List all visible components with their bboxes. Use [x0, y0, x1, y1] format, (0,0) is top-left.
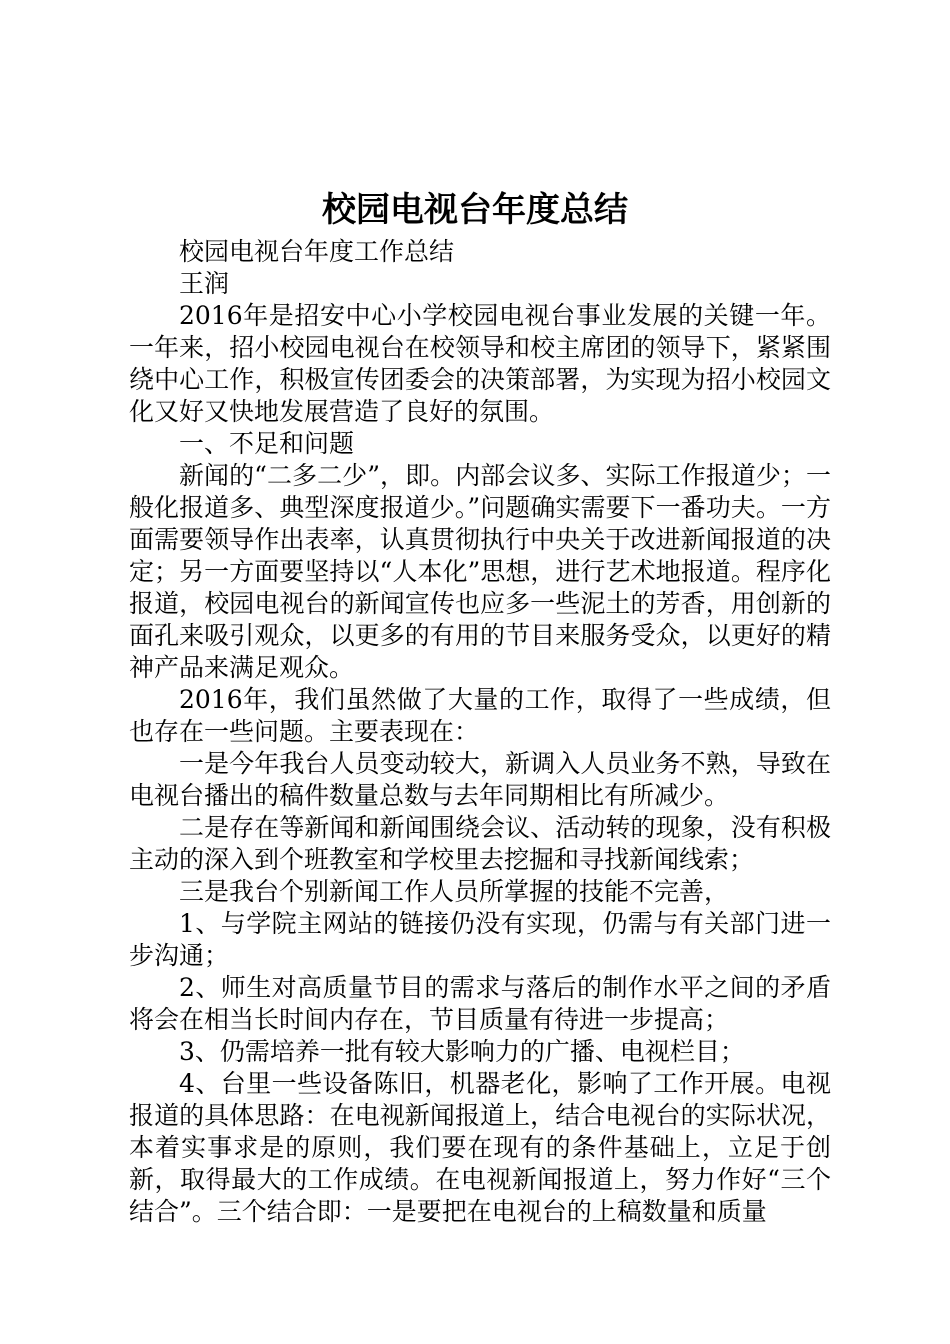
document-body: [129, 236, 831, 1228]
body-paragraph: 2016年，我们虽然做了大量的工作，取得了一些成绩，但也存在一些问题。主要表现在：: [129, 685, 831, 746]
list-item-paragraph: 3、仍需培养一批有较大影响力的广播、电视栏目；: [179, 1037, 745, 1066]
body-paragraph: 新闻的“二多二少”，即。内部会议多、实际工作报道少；一般化报道多、典型深度报道少。”问题确实需要下一番功夫。一方面需要领导作出表率，认真贯彻执行中央关于改进新闻报道的决定；另一方面要坚持以“人本化”思想，进行艺术地报道。程序化报道，校园电视台的新闻宣传也应多一些泥土的芳香，用创新的面孔来吸引观众，以更多的有用的节目来服务受众，以更好的精神产品来满足观众。: [129, 461, 831, 682]
body-paragraph: 三是我台个别新闻工作人员所掌握的技能不完善，: [179, 877, 730, 906]
intro-paragraph: 2016年是招安中心小学校园电视台事业发展的关键一年。一年来，招小校园电视台在校领导和校主席团的领导下，紧紧围绕中心工作，积极宣传团委会的决策部署，为实现为招小校园文化又好又快地发展营造了良好的氛围。: [129, 301, 831, 426]
body-paragraph: 二是存在等新闻和新闻围绕会议、活动转的现象，没有积极主动的深入到个班教室和学校里去挖掘和寻找新闻线索；: [129, 813, 831, 874]
list-item-paragraph: 4、台里一些设备陈旧，机器老化，影响了工作开展。电视报道的具体思路：在电视新闻报道上，结合电视台的实际状况，本着实事求是的原则，我们要在现有的条件基础上，立足于创新，取得最大的工作成绩。在电视新闻报道上，努力作好“三个结合”。三个结合即：一是要把在电视台的上稿数量和质量: [129, 1069, 831, 1226]
body-paragraph: 一是今年我台人员变动较大，新调入人员业务不熟，导致在电视台播出的稿件数量总数与去年同期相比有所减少。: [129, 749, 831, 810]
document-title: 校园电视台年度总结: [322, 190, 628, 230]
list-item-paragraph: 1、与学院主网站的链接仍没有实现，仍需与有关部门进一步沟通；: [129, 909, 831, 970]
subtitle-paragraph: 校园电视台年度工作总结: [179, 237, 455, 266]
section-heading: 一、不足和问题: [179, 429, 355, 458]
list-item-paragraph: 2、师生对高质量节目的需求与落后的制作水平之间的矛盾将会在相当长时间内存在，节目质量有待进一步提高；: [129, 973, 831, 1034]
author-paragraph: 王润: [179, 269, 230, 298]
